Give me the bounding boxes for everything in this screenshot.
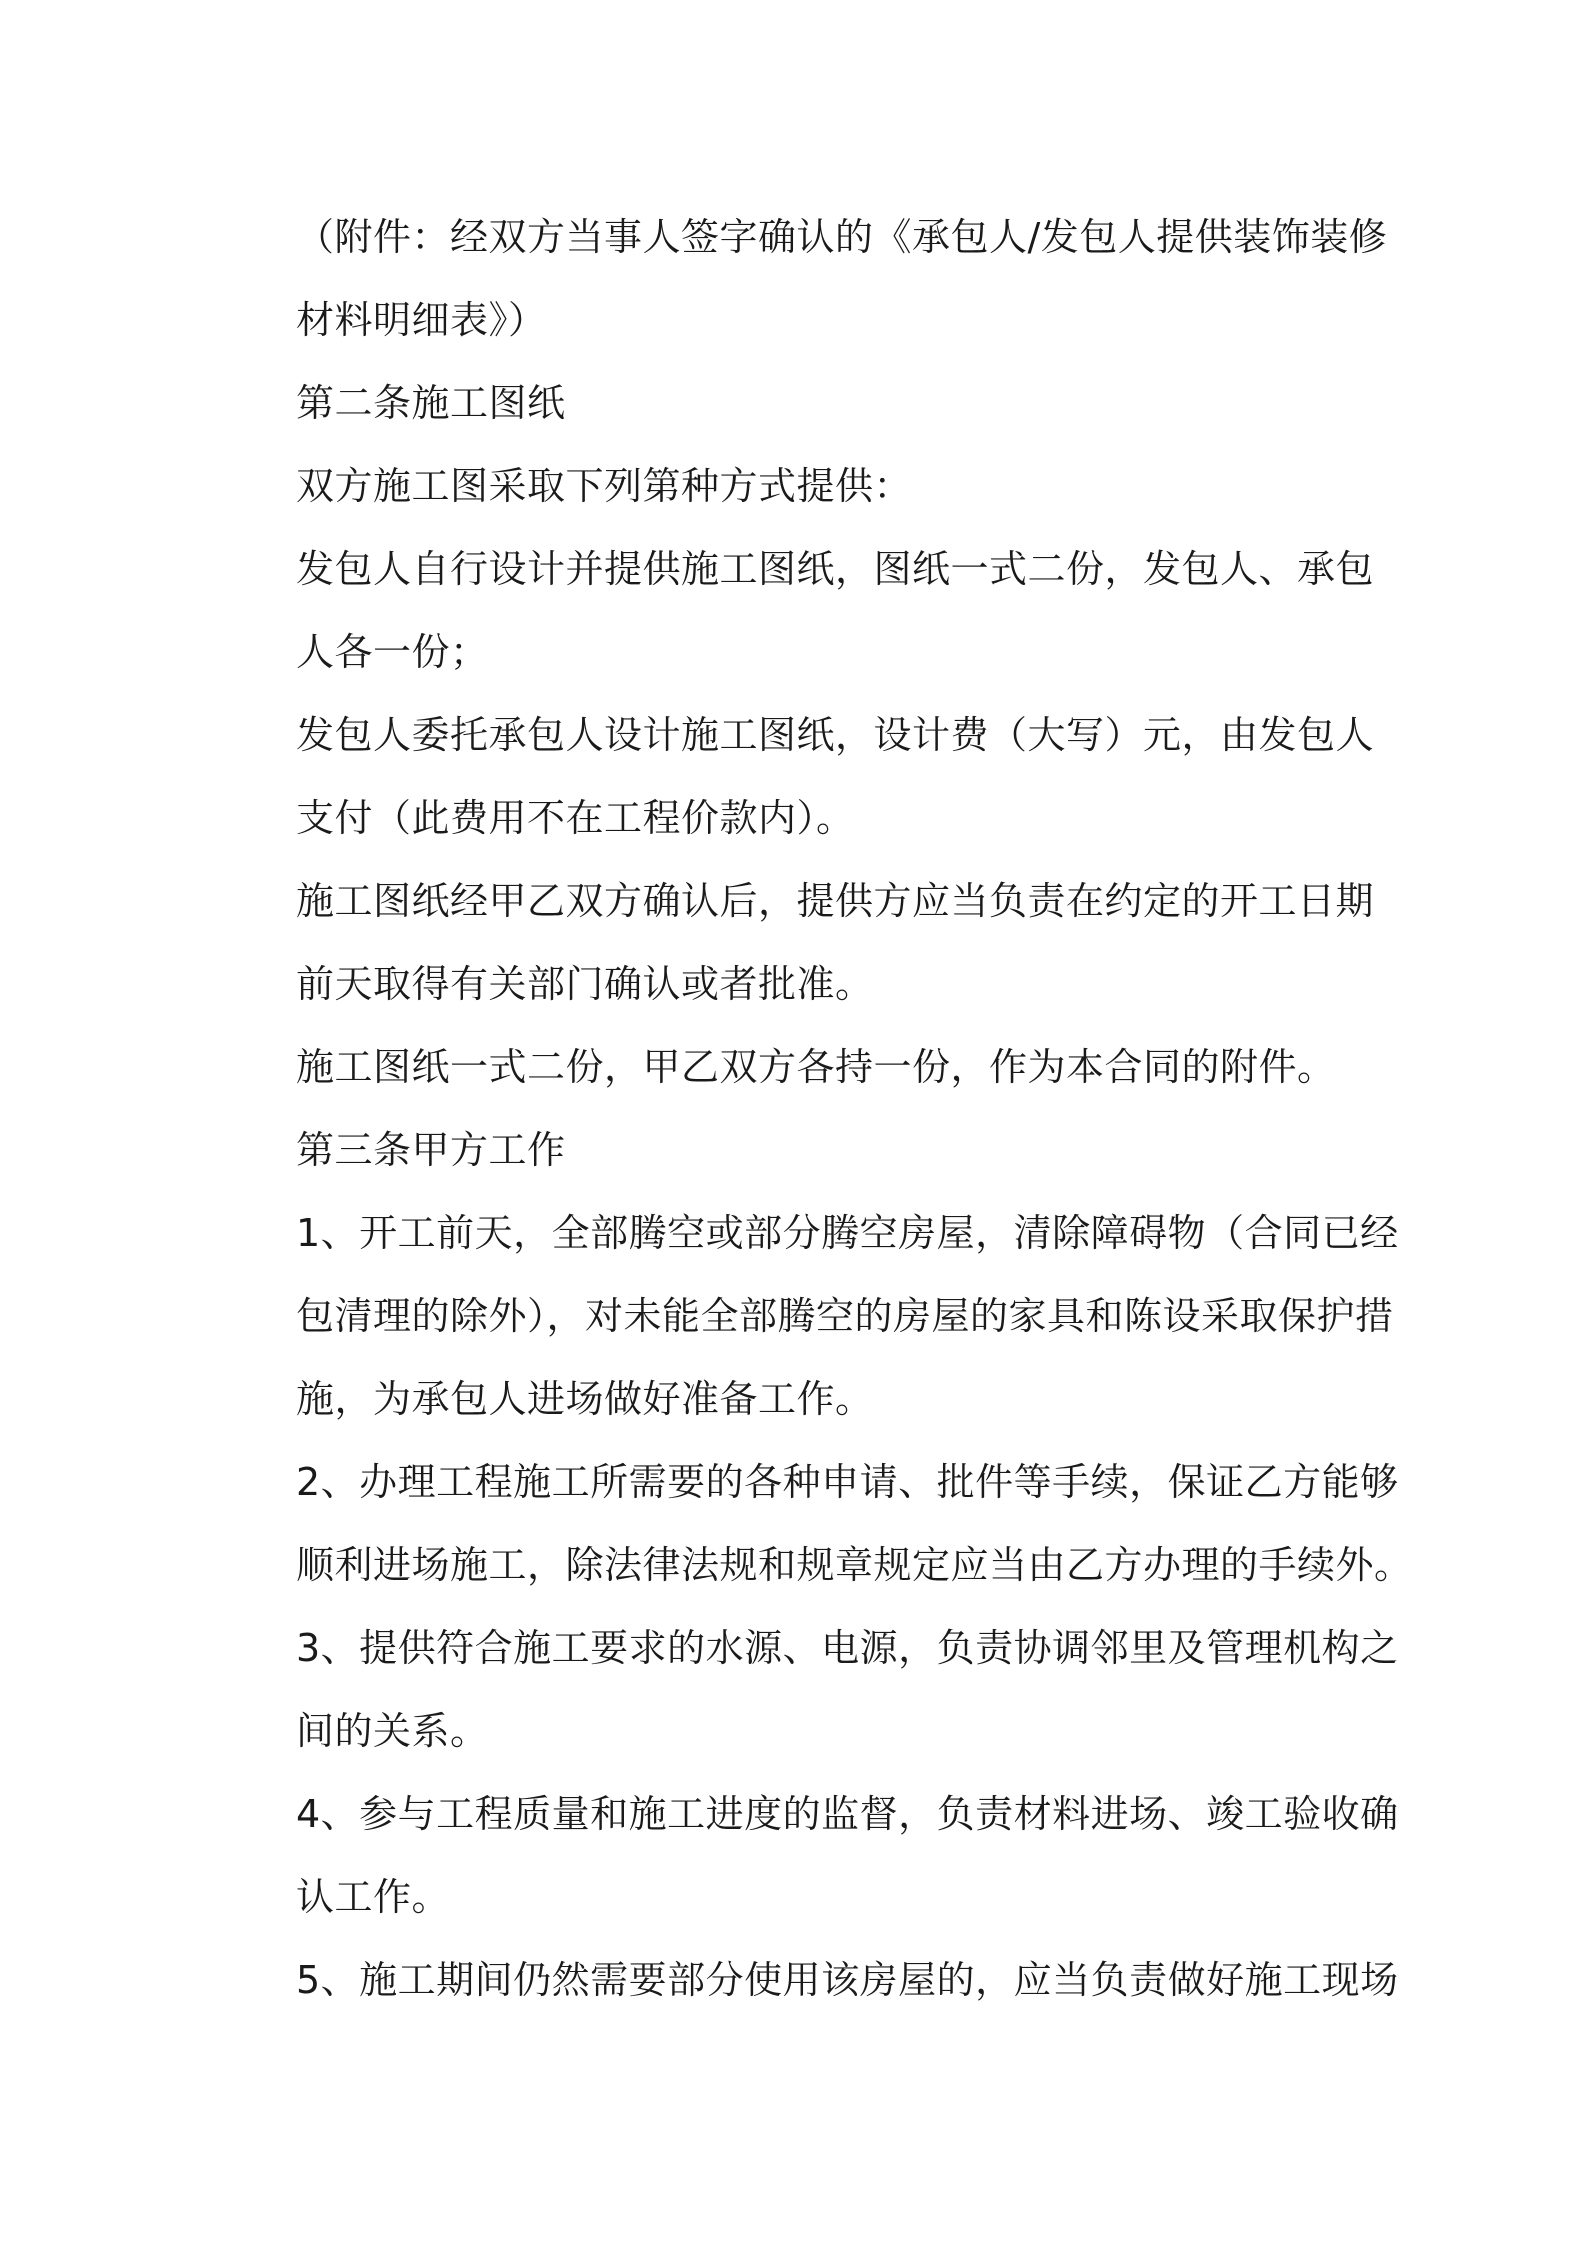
text-line: 施工图纸经甲乙双方确认后，提供方应当负责在约定的开工日期 bbox=[296, 879, 1375, 923]
text-line: 双方施工图采取下列第种方式提供： bbox=[296, 464, 913, 508]
list-item: 1、开工前天，全部腾空或部分腾空房屋，清除障碍物（合同已经 bbox=[296, 1211, 1399, 1255]
text-line: 间的关系。 bbox=[296, 1709, 489, 1753]
text-line: 材料明细表》） bbox=[296, 298, 547, 342]
text-line: 顺利进场施工，除法律法规和规章规定应当由乙方办理的手续外。 bbox=[296, 1543, 1413, 1587]
list-item: 2、办理工程施工所需要的各种申请、批件等手续，保证乙方能够 bbox=[296, 1460, 1399, 1504]
text-line: 前天取得有关部门确认或者批准。 bbox=[296, 962, 874, 1006]
text-line: 支付（此费用不在工程价款内）。 bbox=[296, 796, 855, 840]
section-heading: 第二条施工图纸 bbox=[296, 381, 566, 425]
list-item: 4、参与工程质量和施工进度的监督，负责材料进场、竣工验收确 bbox=[296, 1792, 1399, 1836]
list-item: 5、施工期间仍然需要部分使用该房屋的，应当负责做好施工现场 bbox=[296, 1958, 1399, 2002]
text-line: 施工图纸一式二份，甲乙双方各持一份，作为本合同的附件。 bbox=[296, 1045, 1336, 1089]
text-line: 发包人自行设计并提供施工图纸，图纸一式二份，发包人、承包 bbox=[296, 547, 1375, 591]
section-heading: 第三条甲方工作 bbox=[296, 1128, 566, 1172]
text-line: （附件：经双方当事人签字确认的《承包人/发包人提供装饰装修 bbox=[296, 215, 1388, 259]
text-line: 人各一份； bbox=[296, 630, 489, 674]
document-body bbox=[296, 196, 1413, 2022]
text-line: 包清理的除外），对未能全部腾空的房屋的家具和陈设采取保护措 bbox=[296, 1294, 1394, 1338]
list-item: 3、提供符合施工要求的水源、电源，负责协调邻里及管理机构之 bbox=[296, 1626, 1399, 1670]
text-line: 认工作。 bbox=[296, 1875, 451, 1919]
text-line: 发包人委托承包人设计施工图纸，设计费（大写）元，由发包人 bbox=[296, 713, 1375, 757]
text-line: 施，为承包人进场做好准备工作。 bbox=[296, 1377, 874, 1421]
